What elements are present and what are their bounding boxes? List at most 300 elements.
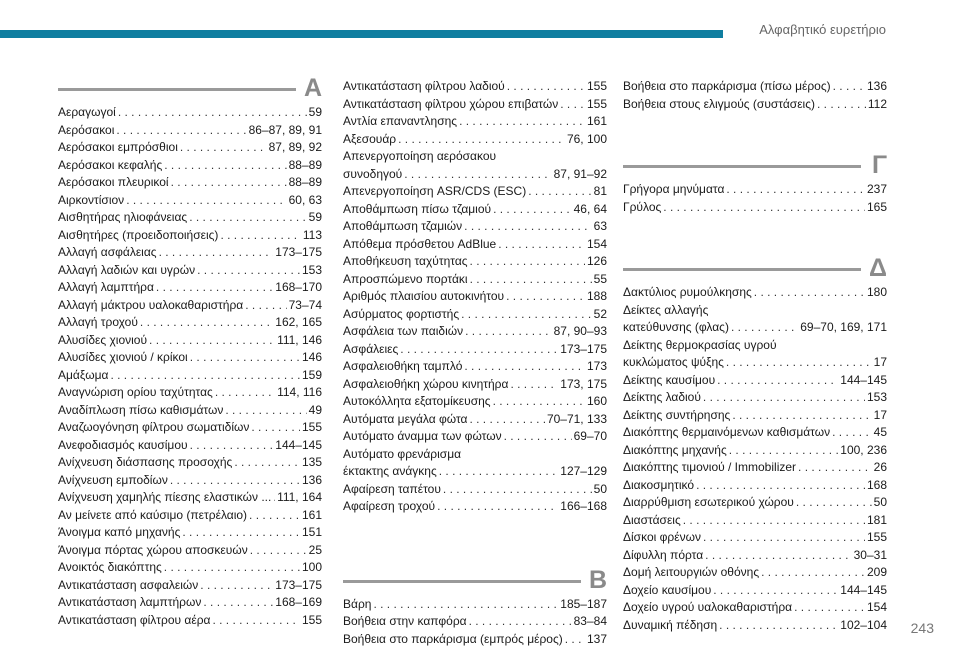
index-entry[interactable] <box>58 542 322 560</box>
index-entry[interactable] <box>623 337 887 372</box>
index-entry-text: Απενεργοποίηση αερόσακου <box>343 148 607 166</box>
index-entry[interactable] <box>343 78 607 96</box>
index-entry[interactable] <box>623 529 887 547</box>
index-entry[interactable] <box>623 494 887 512</box>
index-entry[interactable] <box>58 612 322 630</box>
index-entry-text: Βοήθεια στους ελιγμούς (συστάσεις) <box>623 96 815 114</box>
index-entry[interactable] <box>58 472 322 490</box>
index-entry[interactable] <box>343 596 607 614</box>
leader-dots <box>761 564 865 582</box>
section-header <box>623 258 887 280</box>
leader-dots <box>249 507 300 525</box>
leader-dots <box>504 428 572 446</box>
index-entry-text: Αυτοκόλλητα εξατομίκευσης <box>343 393 491 411</box>
index-entry[interactable] <box>343 201 607 219</box>
index-entry-text: Διακόπτης μηχανής <box>623 442 727 460</box>
index-entry-text: συνοδηγού <box>343 166 402 184</box>
index-entry[interactable] <box>343 96 607 114</box>
index-entry-pages[interactable]: 127–129 <box>560 463 607 481</box>
section-divider <box>343 580 581 583</box>
index-entry-pages[interactable]: 86–87, 89, 91 <box>249 122 322 140</box>
index-entry-pages[interactable]: 209 <box>867 564 887 582</box>
index-entry[interactable] <box>623 512 887 530</box>
index-entry-pages[interactable]: 153 <box>302 262 322 280</box>
index-entry[interactable] <box>58 437 322 455</box>
index-entry-text: Αυτόματο φρενάρισμα <box>343 446 607 464</box>
leader-dots <box>817 96 866 114</box>
section-letter: Β <box>589 566 607 595</box>
index-entry-pages[interactable]: 88–89 <box>289 174 322 192</box>
index-entry[interactable] <box>58 419 322 437</box>
index-entry-text: Ανοικτός διακόπτης <box>58 559 162 577</box>
index-entry-text: Ασφαλειοθήκη ταμπλό <box>343 358 462 376</box>
leader-dots <box>398 131 565 149</box>
index-entry[interactable] <box>343 393 607 411</box>
leader-dots <box>443 481 592 499</box>
index-entry-pages[interactable]: 160 <box>587 393 607 411</box>
index-entry-text: Αλλαγή μάκτρου υαλοκαθαριστήρα <box>58 297 243 315</box>
leader-dots <box>663 199 865 217</box>
index-entry[interactable] <box>58 192 322 210</box>
leader-dots <box>464 358 585 376</box>
leader-dots <box>116 122 246 140</box>
index-entry[interactable] <box>343 218 607 236</box>
index-entry[interactable] <box>343 376 607 394</box>
index-entry[interactable] <box>343 481 607 499</box>
leader-dots <box>794 599 865 617</box>
index-entry-text: Αυτόματα μεγάλα φώτα <box>343 411 467 429</box>
leader-dots <box>203 594 273 612</box>
index-entry-pages[interactable]: 155 <box>587 78 607 96</box>
index-entry-pages[interactable]: 87, 91–92 <box>554 166 607 184</box>
index-entry-text: έκτακτης ανάγκης <box>343 463 437 481</box>
index-entry-pages[interactable]: 102–104 <box>840 617 887 635</box>
index-entry[interactable] <box>343 183 607 201</box>
index-entry-pages[interactable]: 60, 63 <box>289 192 322 210</box>
index-entry-pages[interactable]: 49 <box>309 402 322 420</box>
index-entry[interactable] <box>343 323 607 341</box>
index-entry-text: Αναζωογόνηση φίλτρου σωματιδίων <box>58 419 249 437</box>
index-entry-text: Δείκτης λαδιού <box>623 389 701 407</box>
index-entry-pages[interactable]: 88–89 <box>289 157 322 175</box>
index-entry[interactable] <box>623 617 887 635</box>
index-entry-pages[interactable]: 155 <box>587 96 607 114</box>
index-entry[interactable] <box>58 332 322 350</box>
index-entry-pages[interactable]: 161 <box>587 113 607 131</box>
index-entry-text: Ασφάλεια των παιδιών <box>343 323 463 341</box>
leader-dots <box>506 288 585 306</box>
index-entry[interactable] <box>58 402 322 420</box>
index-entry-pages[interactable]: 30–31 <box>854 547 887 565</box>
leader-dots <box>703 529 865 547</box>
index-entry[interactable] <box>343 113 607 131</box>
index-entry-pages[interactable]: 165 <box>867 199 887 217</box>
index-entry-text: Αποθήκευση ταχύτητας <box>343 253 468 271</box>
index-entry[interactable] <box>343 358 607 376</box>
index-entry[interactable] <box>58 349 322 367</box>
index-entry-text: Άνοιγμα πόρτας χώρου αποσκευών <box>58 542 248 560</box>
index-entry-text: Αλλαγή τροχού <box>58 314 138 332</box>
section-divider <box>623 268 861 271</box>
index-entry-text: Άνοιγμα καπό μηχανής <box>58 524 180 542</box>
index-entry-pages[interactable]: 111, 164 <box>277 489 322 507</box>
index-entry[interactable] <box>623 442 887 460</box>
leader-dots <box>470 253 585 271</box>
index-entry-pages[interactable]: 173, 175 <box>560 376 607 394</box>
index-entry-pages[interactable]: 173–175 <box>275 244 322 262</box>
index-entry-pages[interactable]: 144–145 <box>275 437 322 455</box>
index-entry-pages[interactable]: 155 <box>302 612 322 630</box>
index-entry[interactable] <box>343 446 607 481</box>
index-entry-pages[interactable]: 181 <box>867 512 887 530</box>
index-entry-pages[interactable]: 114, 116 <box>277 384 322 402</box>
index-entry[interactable] <box>58 524 322 542</box>
index-entry[interactable] <box>58 227 322 245</box>
leader-dots <box>528 183 591 201</box>
leader-dots <box>190 437 274 455</box>
leader-dots <box>404 166 551 184</box>
leader-dots <box>493 393 585 411</box>
index-entry-text: Διαρρύθμιση εσωτερικού χώρου <box>623 494 794 512</box>
index-entry[interactable] <box>623 199 887 217</box>
index-entry-text: Αερόσακοι κεφαλής <box>58 157 162 175</box>
index-entry[interactable] <box>623 477 887 495</box>
index-entry[interactable] <box>623 389 887 407</box>
index-entry[interactable] <box>343 271 607 289</box>
index-entry[interactable] <box>58 367 322 385</box>
leader-dots <box>510 376 558 394</box>
index-entry-pages[interactable]: 173–175 <box>275 577 322 595</box>
index-column-2 <box>343 78 607 648</box>
index-entry-text: Δίφυλλη πόρτα <box>623 547 703 565</box>
index-entry-text: Αν μείνετε από καύσιμο (πετρέλαιο) <box>58 507 247 525</box>
leader-dots <box>164 559 300 577</box>
index-entry-text: Δυναμική πέδηση <box>623 617 717 635</box>
index-entry-text: Διακοσμητικό <box>623 477 694 495</box>
index-entry[interactable] <box>343 306 607 324</box>
index-entry-pages[interactable]: 59 <box>309 209 322 227</box>
index-entry-text: Αποθάμπωση τζαμιών <box>343 218 462 236</box>
index-entry-text: Δείκτης συντήρησης <box>623 407 730 425</box>
section-header <box>343 570 607 592</box>
leader-dots <box>703 389 865 407</box>
index-entry-text: Δείκτης θερμοκρασίας υγρού <box>623 337 887 355</box>
index-entry-pages[interactable]: 112 <box>868 96 887 114</box>
index-entry-text: Αερόσακοι πλευρικοί <box>58 174 169 192</box>
index-entry-text: Διακόπτης θερμαινόμενων καθισμάτων <box>623 424 830 442</box>
index-entry[interactable] <box>623 302 887 337</box>
leader-dots <box>732 407 871 425</box>
index-entry-pages[interactable]: 146 <box>302 349 322 367</box>
index-entry[interactable] <box>623 459 887 477</box>
index-entry-pages[interactable]: 159 <box>302 367 322 385</box>
leader-dots <box>212 612 300 630</box>
leader-dots <box>796 494 872 512</box>
index-entry-text: Αλλαγή ασφάλειας <box>58 244 157 262</box>
leader-dots <box>215 384 275 402</box>
index-entry[interactable] <box>343 288 607 306</box>
index-entry-text: Δοχείο υγρού υαλοκαθαριστήρα <box>623 599 792 617</box>
index-entry-text: Αριθμός πλαισίου αυτοκινήτου <box>343 288 504 306</box>
index-entry-text: Αξεσουάρ <box>343 131 396 149</box>
index-entry-pages[interactable]: 137 <box>587 631 607 648</box>
section-divider <box>58 88 296 91</box>
leader-dots <box>726 354 872 372</box>
leader-dots <box>565 631 585 648</box>
leader-dots <box>189 209 306 227</box>
index-entry-text: Ανίχνευση χαμηλής πίεσης ελαστικών ... <box>58 489 271 507</box>
index-entry-pages[interactable]: 63 <box>594 218 607 236</box>
index-entry-pages[interactable]: 70–71, 133 <box>547 411 607 429</box>
index-entry[interactable] <box>58 279 322 297</box>
index-entry-pages[interactable]: 154 <box>867 599 887 617</box>
index-entry-text: Αλυσίδες χιονιού / κρίκοι <box>58 349 188 367</box>
index-entry-pages[interactable]: 168–169 <box>275 594 322 612</box>
index-entry-text: Γρήγορα μηνύματα <box>623 181 724 199</box>
index-entry-text: Αντικατάσταση φίλτρου χώρου επιβατών <box>343 96 558 114</box>
index-entry-text: Αντικατάσταση φίλτρου αέρα <box>58 612 210 630</box>
index-entry[interactable] <box>343 631 607 648</box>
index-entry[interactable] <box>623 599 887 617</box>
leader-dots <box>164 157 286 175</box>
index-entry-text: Αεραγωγοί <box>58 104 116 122</box>
section-letter: Γ <box>872 151 887 180</box>
index-entry-text: Αντλία επαναντλησης <box>343 113 457 131</box>
index-entry-pages[interactable]: 52 <box>594 306 607 324</box>
index-entry-pages[interactable]: 45 <box>874 424 887 442</box>
index-entry[interactable] <box>343 498 607 516</box>
index-entry[interactable] <box>58 577 322 595</box>
index-entry-text: Αμάξωμα <box>58 367 108 385</box>
index-entry-text: Αυτόματο άναμμα των φώτων <box>343 428 502 446</box>
leader-dots <box>726 181 865 199</box>
leader-dots <box>110 367 300 385</box>
index-entry[interactable] <box>58 314 322 332</box>
section-letter: Δ <box>869 254 887 283</box>
index-entry[interactable] <box>343 253 607 271</box>
index-entry-pages[interactable]: 161 <box>302 507 322 525</box>
index-entry-text: Δακτύλιος ρυμούλκησης <box>623 284 752 302</box>
index-entry-pages[interactable]: 50 <box>594 481 607 499</box>
leader-dots <box>469 411 544 429</box>
leader-dots <box>373 596 558 614</box>
index-entry-pages[interactable]: 166–168 <box>560 498 607 516</box>
index-entry-pages[interactable]: 83–84 <box>574 613 607 631</box>
index-entry-pages[interactable]: 69–70 <box>574 428 607 446</box>
index-entry-pages[interactable]: 144–145 <box>840 582 887 600</box>
leader-dots <box>180 139 267 157</box>
index-entry[interactable] <box>623 96 887 114</box>
index-entry-pages[interactable]: 111, 146 <box>277 332 322 350</box>
leader-dots <box>498 236 585 254</box>
index-entry-pages[interactable]: 151 <box>302 524 322 542</box>
index-entry-pages[interactable]: 155 <box>302 419 322 437</box>
index-entry-text: Αερόσακοι εμπρόσθιοι <box>58 139 178 157</box>
index-entry[interactable] <box>343 236 607 254</box>
leader-dots <box>493 201 572 219</box>
index-entry-pages[interactable]: 26 <box>874 459 887 477</box>
index-entry-text: Ανίχνευση διάσπασης προσοχής <box>58 454 232 472</box>
header-accent-bar <box>0 30 723 38</box>
index-entry-pages[interactable]: 173 <box>587 358 607 376</box>
index-entry-pages[interactable]: 100, 236 <box>840 442 887 460</box>
index-entry-pages[interactable]: 17 <box>874 407 887 425</box>
index-entry[interactable] <box>58 174 322 192</box>
index-entry-pages[interactable]: 154 <box>587 236 607 254</box>
index-entry[interactable] <box>58 559 322 577</box>
index-entry[interactable] <box>58 594 322 612</box>
leader-dots <box>798 459 872 477</box>
index-entry[interactable] <box>58 209 322 227</box>
index-entry-text: Ανίχνευση εμποδίων <box>58 472 168 490</box>
leader-dots <box>731 319 798 337</box>
index-entry[interactable] <box>58 104 322 122</box>
index-entry[interactable] <box>623 407 887 425</box>
index-entry[interactable] <box>58 157 322 175</box>
index-entry-pages[interactable]: 73–74 <box>289 297 322 315</box>
index-entry[interactable] <box>343 148 607 183</box>
index-entry-text: Αισθητήρας ηλιοφάνειας <box>58 209 187 227</box>
index-entry-pages[interactable]: 69–70, 169, 171 <box>800 319 887 337</box>
index-entry[interactable] <box>623 582 887 600</box>
index-column-1 <box>58 78 322 629</box>
leader-dots <box>464 218 591 236</box>
index-entry-text: Δοχείο καυσίμου <box>623 582 711 600</box>
index-entry-pages[interactable]: 87, 89, 92 <box>269 139 322 157</box>
index-entry[interactable] <box>343 613 607 631</box>
index-entry-text: Αναγνώριση ορίου ταχύτητας <box>58 384 213 402</box>
leader-dots <box>197 262 300 280</box>
index-entry-text: Βοήθεια στην καπφόρα <box>343 613 467 631</box>
index-entry-text: Διακόπτης τιμονιού / Immobilizer <box>623 459 796 477</box>
index-entry-pages[interactable]: 153 <box>867 389 887 407</box>
leader-dots <box>439 463 559 481</box>
index-entry[interactable] <box>623 372 887 390</box>
leader-dots <box>459 113 585 131</box>
leader-dots <box>225 402 306 420</box>
index-entry[interactable] <box>623 284 887 302</box>
index-entry-pages[interactable]: 188 <box>587 288 607 306</box>
index-entry-text: Αερόσακοι <box>58 122 114 140</box>
index-entry-text: Αιρκοντίσιον <box>58 192 124 210</box>
index-entry-pages[interactable]: 87, 90–93 <box>554 323 607 341</box>
leader-dots <box>683 512 865 530</box>
leader-dots <box>729 442 839 460</box>
index-entry-text: Δομή λειτουργιών οθόνης <box>623 564 759 582</box>
index-entry-pages[interactable]: 155 <box>867 529 887 547</box>
index-entry-text: Δείκτης καυσίμου <box>623 372 715 390</box>
index-entry-pages[interactable]: 168–170 <box>275 279 322 297</box>
index-entry[interactable] <box>58 384 322 402</box>
index-entry-pages[interactable]: 162, 165 <box>275 314 322 332</box>
leader-dots <box>832 424 872 442</box>
index-entry-pages[interactable]: 168 <box>867 477 887 495</box>
index-entry[interactable] <box>58 454 322 472</box>
index-entry[interactable] <box>58 139 322 157</box>
index-entry-text: Γρύλος <box>623 199 661 217</box>
index-entry-text: Απόθεμα πρόσθετου AdBlue <box>343 236 496 254</box>
leader-dots <box>696 477 865 495</box>
index-entry-text: κατεύθυνσης (φλας) <box>623 319 729 337</box>
leader-dots <box>126 192 286 210</box>
index-entry-pages[interactable]: 126 <box>587 253 607 271</box>
index-entry-text: Βάρη <box>343 596 371 614</box>
leader-dots <box>140 314 273 332</box>
index-entry-pages[interactable]: 144–145 <box>840 372 887 390</box>
index-entry-pages[interactable]: 100 <box>302 559 322 577</box>
index-entry-text: Αντικατάσταση φίλτρου λαδιού <box>343 78 505 96</box>
index-entry-text: Αποθάμπωση πίσω τζαμιού <box>343 201 491 219</box>
index-entry-pages[interactable]: 17 <box>874 354 887 372</box>
leader-dots <box>156 279 273 297</box>
leader-dots <box>469 613 572 631</box>
section-divider <box>623 165 861 168</box>
index-entry-pages[interactable]: 136 <box>302 472 322 490</box>
leader-dots <box>200 577 273 595</box>
index-entry-pages[interactable]: 50 <box>874 494 887 512</box>
index-entry[interactable] <box>343 341 607 359</box>
index-entry[interactable] <box>343 428 607 446</box>
index-entry-pages[interactable]: 135 <box>302 454 322 472</box>
index-entry-text: Ασφαλειοθήκη χώρου κινητήρα <box>343 376 508 394</box>
index-entry-text: κυκλώματος ψύξης <box>623 354 724 372</box>
index-entry[interactable] <box>343 411 607 429</box>
index-entry[interactable] <box>623 424 887 442</box>
leader-dots <box>170 472 300 490</box>
index-entry-pages[interactable]: 59 <box>309 104 322 122</box>
index-entry[interactable] <box>623 181 887 199</box>
page-header-title: Αλφαβητικό ευρετήριο <box>759 22 886 37</box>
index-entry-text: Αντικατάσταση ασφαλειών <box>58 577 198 595</box>
index-entry[interactable] <box>58 507 322 525</box>
index-entry[interactable] <box>58 244 322 262</box>
leader-dots <box>560 96 585 114</box>
index-entry[interactable] <box>623 547 887 565</box>
leader-dots <box>470 271 592 289</box>
index-entry[interactable] <box>623 564 887 582</box>
index-entry-text: Αντικατάσταση λαμπτήρων <box>58 594 201 612</box>
index-entry-pages[interactable]: 76, 100 <box>567 131 607 149</box>
index-entry[interactable] <box>343 131 607 149</box>
index-entry-pages[interactable]: 46, 64 <box>574 201 607 219</box>
index-entry-pages[interactable]: 180 <box>867 284 887 302</box>
index-entry-pages[interactable]: 237 <box>867 181 887 199</box>
leader-dots <box>245 297 286 315</box>
index-entry[interactable] <box>623 78 887 96</box>
index-entry-pages[interactable]: 81 <box>594 183 607 201</box>
index-entry-text: Ανεφοδιασμός καυσίμου <box>58 437 188 455</box>
leader-dots <box>159 244 274 262</box>
leader-dots <box>719 617 838 635</box>
page-number: 243 <box>911 620 934 636</box>
index-entry-pages[interactable]: 173–175 <box>560 341 607 359</box>
index-entry-text: Δείκτες αλλαγής <box>623 302 887 320</box>
index-entry-pages[interactable]: 55 <box>594 271 607 289</box>
index-entry-pages[interactable]: 113 <box>303 227 322 245</box>
index-entry-pages[interactable]: 136 <box>867 78 887 96</box>
leader-dots <box>220 227 300 245</box>
index-entry[interactable] <box>58 122 322 140</box>
index-entry-pages[interactable]: 185–187 <box>560 596 607 614</box>
index-entry[interactable] <box>58 297 322 315</box>
leader-dots <box>118 104 307 122</box>
index-entry-text: Απενεργοποίηση ASR/CDS (ESC) <box>343 183 526 201</box>
index-entry-text: Αφαίρεση τροχού <box>343 498 435 516</box>
index-entry[interactable] <box>58 489 322 507</box>
index-entry-text: Αλυσίδες χιονιού <box>58 332 147 350</box>
index-entry-pages[interactable]: 25 <box>309 542 322 560</box>
index-entry[interactable] <box>58 262 322 280</box>
